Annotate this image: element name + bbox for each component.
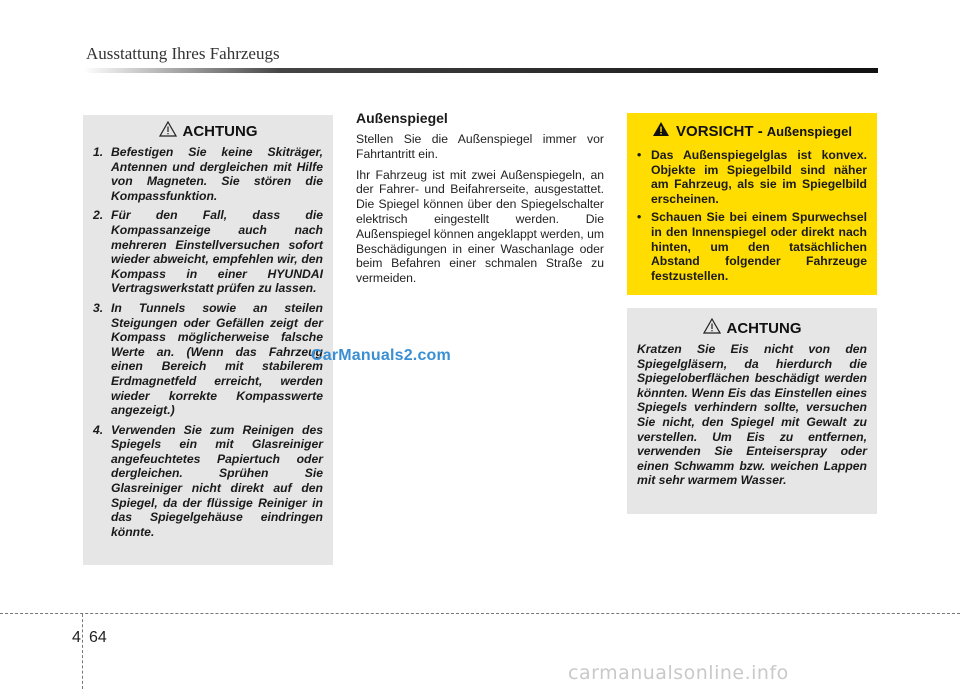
bullet: • xyxy=(637,148,642,162)
item-text: Verwenden Sie zum Reinigen des Spiegels ein mit Glasreiniger angefeuchtetes Papiertuch oder dergleichen. Sprühen Sie Glasreiniger nicht direkt auf den Spiegel, da der flüssige Reiniger in das Spiegelgehäuse eindringen könnte. xyxy=(111,422,323,539)
footer-site-watermark[interactable]: carmanualsonline.info xyxy=(568,662,789,684)
item-number: 2. xyxy=(93,208,104,223)
achtung-box-left xyxy=(83,115,333,565)
achtung-heading-left xyxy=(83,121,333,141)
vorsicht-heading xyxy=(627,121,877,142)
item-text: Befestigen Sie keine Skiträger, Antennen und dergleichen mit Hilfe von Magneten. Sie stören die Kompassfunktion. xyxy=(111,145,323,203)
section-title: Außenspiegel xyxy=(356,110,448,126)
watermark-link[interactable]: CarManuals2.com xyxy=(311,347,451,364)
vorsicht-title: VORSICHT - xyxy=(676,123,763,140)
bullet: • xyxy=(637,210,642,225)
item-number: 4. xyxy=(93,422,104,437)
footer-vertical-divider xyxy=(82,614,83,689)
vorsicht-subtitle: Außenspiegel xyxy=(766,124,852,139)
list-item xyxy=(93,145,323,203)
achtung-box-right xyxy=(627,308,877,514)
item-number: 3. xyxy=(93,300,104,315)
middle-column xyxy=(356,110,604,292)
item-text: Schauen Sie bei einem Spurwechsel in den Innenspiegel oder direkt nach hinten, um den tatsächlichen Abstand folgender Fahrzeuge festzustellen. xyxy=(651,210,867,283)
item-text: Das Außenspiegelglas ist konvex. Objekte im Spiegelbild sind näher am Fahrzeug, als sie im Spiegelbild erscheinen. xyxy=(651,148,867,206)
achtung-list-left xyxy=(83,145,333,539)
list-item xyxy=(93,423,323,540)
item-text: Für den Fall, dass die Kompassanzeige auch nach mehreren Einstellversuchen sofort wieder abweicht, empfehlen wir, den Kompass in einer HYUNDAI Vertragswerkstatt prüfen zu lassen. xyxy=(111,208,323,296)
vorsicht-list xyxy=(627,148,877,283)
list-item xyxy=(637,210,867,283)
vorsicht-box xyxy=(627,113,877,295)
warning-triangle-outline-icon xyxy=(159,121,177,141)
warning-triangle-filled-icon xyxy=(652,121,670,142)
achtung-text-right: Kratzen Sie Eis nicht von den Spiegelgläsern, da hierdurch die Spiegeloberflächen beschädigt werden könnten. Wenn Eis das Einstellen eines Spiegels verhindern sollte, versuchen Sie nicht, den Spiegel mit Gewalt zu verstellen. Um Eis zu entfernen, verwenden Sie Enteiserspray oder einen Schwamm bzw. weichen Lappen mit sehr warmem Wasser. xyxy=(637,342,867,488)
paragraph: Ihr Fahrzeug ist mit zwei Außenspiegeln, an der Fahrer- und Beifahrerseite, ausgestattet. Die Spiegel können über den Spiegelschalter elektrisch eingestellt werden. Die Außenspiegel können angeklappt werden, um Beschädigungen in einer Waschanlage oder beim Befahren einer schmalen Straße zu vermeiden. xyxy=(356,167,604,286)
achtung-title-left: ACHTUNG xyxy=(182,122,258,140)
page-number: 64 xyxy=(89,629,107,646)
item-number: 1. xyxy=(93,145,104,159)
warning-triangle-outline-icon xyxy=(703,318,721,338)
achtung-heading-right xyxy=(627,318,877,338)
list-item xyxy=(637,148,867,206)
paragraph: Stellen Sie die Außenspiegel immer vor Fahrtantritt ein. xyxy=(356,132,604,161)
header-title: Ausstattung Ihres Fahrzeugs xyxy=(86,44,280,63)
list-item xyxy=(93,208,323,296)
footer-divider xyxy=(0,613,960,614)
header-rule xyxy=(83,68,878,73)
achtung-title-right: ACHTUNG xyxy=(726,319,802,337)
item-text: In Tunnels sowie an steilen Steigungen oder Gefällen zeigt der Kompass möglicherweise falsche Werte an. (Wenn das Fahrzeug einen Bereich mit stabilerem Erdmagnetfeld erreicht, werden wieder korrekte Kompasswerte angezeigt.) xyxy=(111,300,323,418)
list-item xyxy=(93,301,323,418)
section-number: 4 xyxy=(72,629,81,646)
